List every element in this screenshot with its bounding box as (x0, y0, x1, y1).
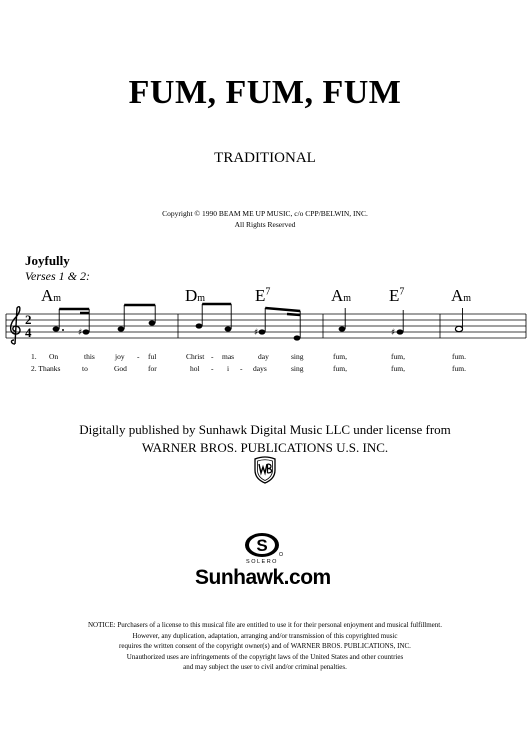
lyric-syllable: day (258, 352, 269, 361)
rights-line: All Rights Reserved (234, 220, 296, 229)
svg-text:♯: ♯ (78, 328, 83, 338)
copyright-notice (0, 208, 530, 230)
chord-symbol: Am (41, 286, 62, 305)
lyric-syllable: sing (291, 364, 304, 373)
lyric-syllable: 1. (31, 352, 37, 361)
lyric-hyphen: - (211, 364, 214, 373)
note (397, 329, 404, 334)
lyric-syllable: ful (148, 352, 157, 361)
lyric-syllable: for (148, 364, 157, 373)
sunhawk-logo (195, 566, 331, 590)
note (53, 326, 60, 331)
notice-line: NOTICE: Purchasers of a license to this musical file are entitled to use it for their personal enjoyment and musical fulfillment. (88, 621, 442, 629)
verses-label: Verses 1 & 2: (25, 269, 90, 283)
notice-line: and may subject the user to civil and/or criminal penalties. (183, 663, 347, 671)
chord-symbol: $E^7$ (389, 286, 405, 305)
lyric-syllable: joy (115, 352, 125, 361)
lyric-hyphen: - (211, 352, 214, 361)
lyric-syllable: days (253, 364, 267, 373)
note (339, 326, 346, 331)
lyric-syllable: fum, (333, 364, 347, 373)
warner-bros-shield-icon (253, 456, 277, 484)
note (225, 326, 232, 331)
notice-line: Unauthorized uses are infringements of the copyright laws of the United States and other countries (126, 652, 404, 661)
lyric-syllable: fum, (391, 364, 405, 373)
time-signature-bottom: 4 (25, 325, 32, 340)
time-signature-top: 2 (25, 312, 32, 327)
lyric-syllable: 2. Thanks (31, 364, 61, 373)
lyric-syllable: fum, (333, 352, 347, 361)
tempo-marking: Joyfully (25, 253, 70, 268)
licensor-line: WARNER BROS. PUBLICATIONS U.S. INC. (141, 440, 389, 455)
note (294, 335, 301, 340)
lyric-hyphen: - (240, 364, 243, 373)
measure-2 (196, 304, 301, 341)
lyric-syllable: hol (190, 364, 200, 373)
solero-wordmark: SOLERO (246, 559, 278, 564)
solero-logo (240, 532, 288, 564)
svg-text:♯: ♯ (391, 328, 396, 338)
lyric-syllable: God (114, 364, 127, 373)
chord-symbol: Am (451, 286, 472, 305)
measure-3 (339, 308, 404, 338)
lyric-syllable: fum, (391, 352, 405, 361)
lyric-syllable: sing (291, 352, 304, 361)
note (259, 329, 266, 334)
staff-lines (6, 314, 526, 338)
svg-text:♯: ♯ (254, 328, 259, 338)
note (118, 326, 125, 331)
lyric-syllable: this (84, 352, 95, 361)
lyric-syllable: Christ (186, 352, 205, 361)
publisher-line: Digitally published by Sunhawk Digital Music LLC under license from (79, 422, 451, 437)
note (83, 329, 90, 334)
lyric-hyphen: - (137, 352, 140, 361)
chord-symbol: Dm (185, 286, 206, 305)
note (196, 323, 203, 328)
lyric-syllable: i (227, 364, 230, 373)
composer-credit: TRADITIONAL (214, 150, 316, 166)
lyric-syllable: fum. (452, 352, 466, 361)
measure-1 (53, 305, 156, 338)
treble-clef-icon (11, 307, 20, 344)
half-note (455, 326, 462, 331)
chord-symbol: $E^7$ (255, 286, 271, 305)
publisher-credit (0, 421, 530, 457)
notice-line: requires the written consent of the copyright owner(s) and of WARNER BROS. PUBLICATIONS, INC. (119, 642, 411, 650)
chord-symbol: Am (331, 286, 352, 305)
note (149, 320, 156, 325)
lyric-syllable: On (49, 352, 59, 361)
lyric-syllable: to (82, 364, 88, 373)
sunhawk-wordmark: Sunhawk.com (195, 566, 331, 589)
copyright-line: Copyright © 1990 BEAM ME UP MUSIC, c/o CPP/BELWIN, INC. (162, 209, 368, 218)
solero-letter: S (256, 536, 268, 555)
lyric-syllable: fum. (452, 364, 466, 373)
license-notice (0, 620, 530, 673)
song-title: FUM, FUM, FUM (128, 74, 402, 111)
notice-line: However, any duplication, adaptation, arranging and/or transmission of this copyrighted music (132, 631, 398, 640)
music-staff (0, 300, 530, 350)
lyric-syllable: mas (222, 352, 235, 361)
